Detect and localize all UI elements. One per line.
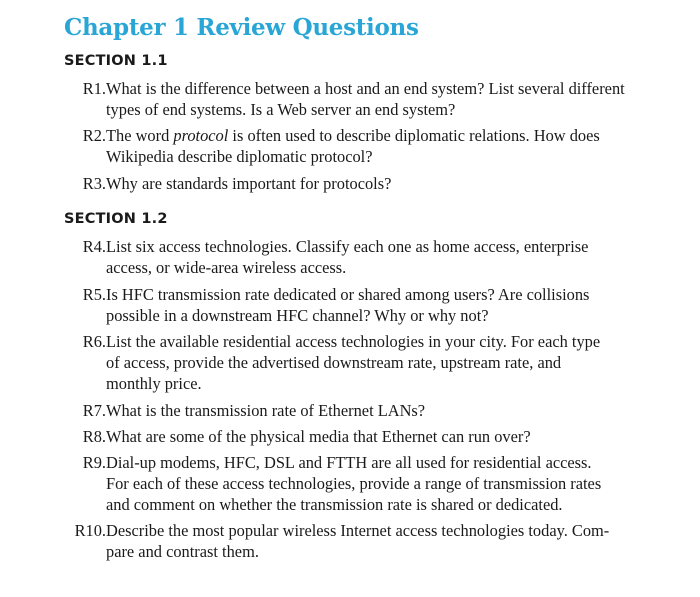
question-number: R3. xyxy=(82,174,106,193)
question-text xyxy=(106,125,662,167)
question-text xyxy=(106,78,662,120)
question-text xyxy=(106,331,662,394)
question-line: Describe the most popular wireless Internet access technologies today. Com- xyxy=(106,521,610,540)
question-line: Dial-up modems, HFC, DSL and FTTH are all used for residential access. xyxy=(106,453,592,472)
question-line: Is HFC transmission rate dedicated or shared among users? Are collisions xyxy=(106,285,590,304)
question-number: R1. xyxy=(82,79,106,98)
emphasized-term: protocol xyxy=(173,126,229,145)
chapter-title: Chapter 1 Review Questions xyxy=(64,14,419,41)
question-line: What is the transmission rate of Ethernet LANs? xyxy=(106,401,426,420)
question-line: access, or wide-area wireless access. xyxy=(106,258,347,277)
question-text xyxy=(106,452,662,515)
section-heading-1-2: SECTION 1.2 xyxy=(64,211,168,227)
question-line: What are some of the physical media that Ethernet can run over? xyxy=(106,427,531,446)
question-number: R7. xyxy=(82,401,106,420)
question-text xyxy=(106,426,662,447)
question-line: Wikipedia describe diplomatic protocol? xyxy=(106,147,373,166)
question-line: types of end systems. Is a Web server an end system? xyxy=(106,100,456,119)
question-line: For each of these access technologies, provide a range of transmission rates xyxy=(106,474,602,493)
question-line: and comment on whether the transmission rate is shared or dedicated. xyxy=(106,495,563,514)
question-line: possible in a downstream HFC channel? Why or why not? xyxy=(106,306,489,325)
section-heading-1-1: SECTION 1.1 xyxy=(64,53,168,69)
question-line: of access, provide the advertised downstream rate, upstream rate, and xyxy=(106,353,562,372)
question-line xyxy=(106,125,662,146)
question-text xyxy=(106,284,662,326)
question-number: R5. xyxy=(82,285,106,304)
question-number: R9. xyxy=(82,453,106,472)
question-line: pare and contrast them. xyxy=(106,542,259,561)
question-line: List the available residential access technologies in your city. For each type xyxy=(106,332,601,351)
question-number: R8. xyxy=(82,427,106,446)
question-text xyxy=(106,400,662,421)
question-number: R4. xyxy=(82,237,106,256)
question-text xyxy=(106,173,662,194)
question-line: monthly price. xyxy=(106,374,202,393)
question-number: R6. xyxy=(82,332,106,351)
question-text-segment: is often used to describe diplomatic relations. How does xyxy=(228,126,600,145)
question-number: R10. xyxy=(74,521,106,540)
question-text-segment: The word xyxy=(106,126,174,145)
question-line: Why are standards important for protocols? xyxy=(106,174,392,193)
question-number: R2. xyxy=(82,126,106,145)
question-line: What is the difference between a host and an end system? List several different xyxy=(106,79,625,98)
question-text xyxy=(106,236,662,278)
question-text xyxy=(106,520,662,562)
question-line: List six access technologies. Classify each one as home access, enterprise xyxy=(106,237,589,256)
